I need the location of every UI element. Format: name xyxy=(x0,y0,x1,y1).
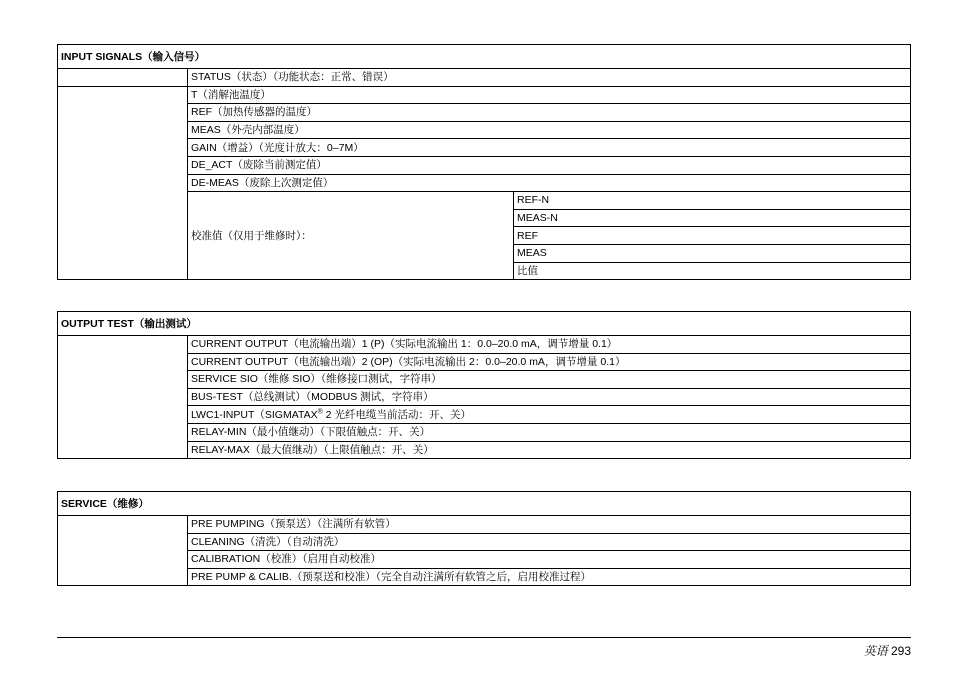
table-cell-empty xyxy=(58,516,188,586)
table-row: STATUS（状态）（功能状态：正常、错误） xyxy=(188,69,911,87)
table-row: RELAY-MIN（最小值继动）（下限值触点：开、关） xyxy=(188,423,911,441)
table-row: SERVICE SIO（维修 SIO）（维修接口测试，字符串） xyxy=(188,371,911,389)
service-table xyxy=(57,491,911,586)
table-row: CLEANING（清洗）（自动清洗） xyxy=(188,533,911,551)
table-row: CALIBRATION（校准）（启用自动校准） xyxy=(188,551,911,569)
output-test-title: OUTPUT TEST（输出测试） xyxy=(58,312,911,336)
calibration-value: MEAS-N xyxy=(514,209,911,227)
table-cell-empty xyxy=(58,69,188,87)
table-row: GAIN（增益）（光度计放大：0–7M） xyxy=(188,139,911,157)
table-row: PRE PUMPING（预泵送）（注满所有软管） xyxy=(188,516,911,534)
service-title: SERVICE（维修） xyxy=(58,492,911,516)
table-row: RELAY-MAX（最大值继动）（上限值触点：开、关） xyxy=(188,441,911,459)
page-number: 293 xyxy=(890,644,911,658)
registered-mark: ® xyxy=(317,408,323,416)
table-row: DE_ACT（废除当前测定值） xyxy=(188,156,911,174)
table-row: CURRENT OUTPUT（电流输出端）1 (P)（实际电流输出 1：0.0–20.0 mA，调节增量 0.1） xyxy=(188,336,911,354)
calibration-value: REF-N xyxy=(514,192,911,210)
table-row: T（消解池温度） xyxy=(188,86,911,104)
table-row: CURRENT OUTPUT（电流输出端）2 (OP)（实际电流输出 2：0.0–20.0 mA，调节增量 0.1） xyxy=(188,353,911,371)
output-test-table xyxy=(57,311,911,459)
calibration-value: 比值 xyxy=(514,262,911,280)
footer-divider xyxy=(57,637,911,638)
table-row: MEAS（外壳内部温度） xyxy=(188,121,911,139)
input-signals-table xyxy=(57,44,911,280)
table-row: DE-MEAS（废除上次测定值） xyxy=(188,174,911,192)
lwc1-prefix: LWC1-INPUT（SIGMATAX xyxy=(191,408,318,421)
table-cell-empty xyxy=(58,86,188,280)
table-row-lwc1 xyxy=(188,406,911,424)
calibration-value: MEAS xyxy=(514,244,911,262)
table-cell-empty xyxy=(58,336,188,459)
table-row: BUS-TEST（总线测试）（MODBUS 测试，字符串） xyxy=(188,388,911,406)
page-footer xyxy=(864,642,911,659)
lwc1-suffix: 2 光纤电缆当前活动：开、关） xyxy=(322,408,471,421)
input-signals-title: INPUT SIGNALS（输入信号） xyxy=(58,45,911,69)
table-row: PRE PUMP & CALIB.（预泵送和校准）（完全自动注满所有软管之后，启用校准过程） xyxy=(188,568,911,586)
calibration-value: REF xyxy=(514,227,911,245)
calibration-label: 校准值（仅用于维修时）： xyxy=(188,192,514,280)
table-row: REF（加热传感器的温度） xyxy=(188,104,911,122)
footer-language: 英语 xyxy=(863,644,888,658)
